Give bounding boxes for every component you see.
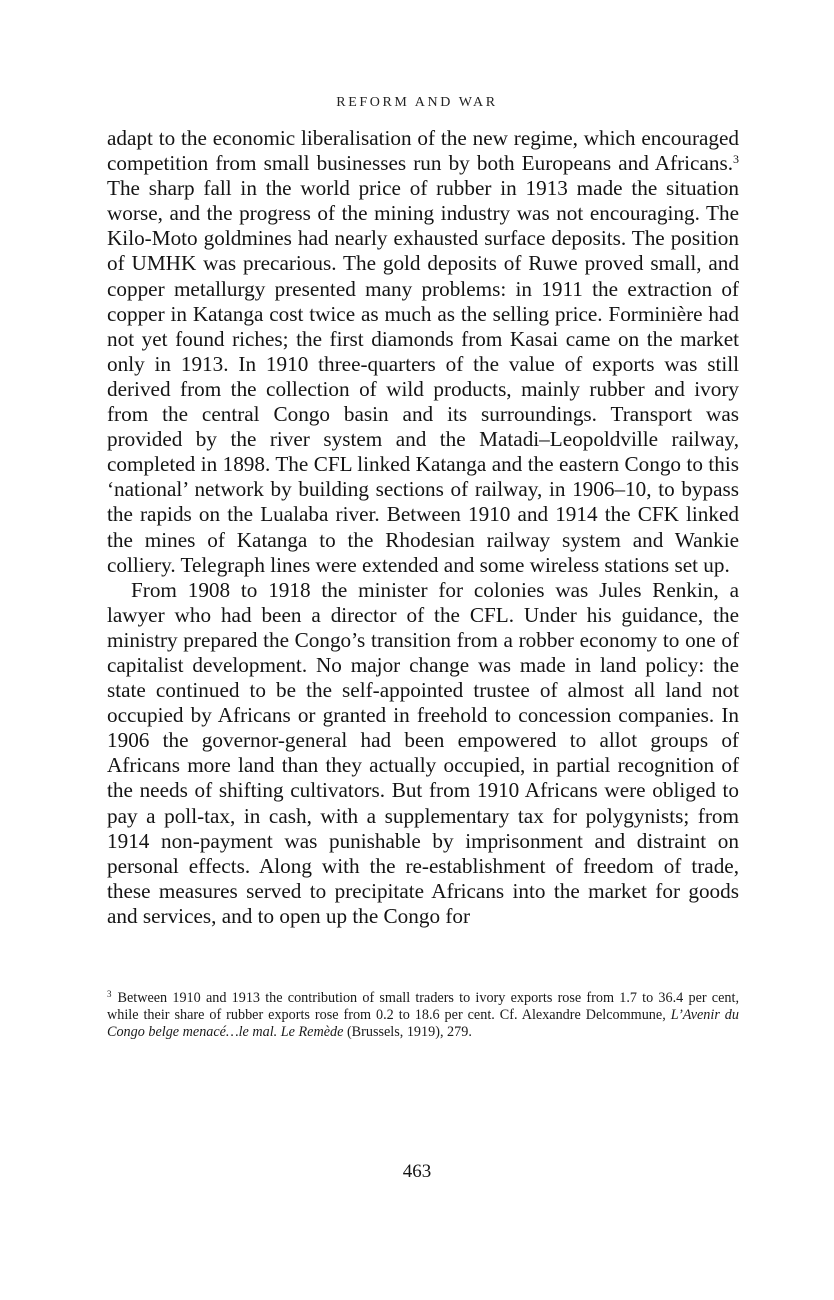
running-head: REFORM AND WAR [336,95,498,110]
main-text [107,126,739,929]
footnote-reference[interactable]: 3 [733,152,739,167]
page-number: 463 [402,1161,432,1182]
footnote-3 [107,990,739,1042]
footnote-text-b: (Brussels, 1919), 279. [343,1024,472,1041]
footnote-marker: 3 [107,989,112,999]
footnote-book-title: L’Avenir du Congo belge menacé…le mal. Le Remède [107,1007,739,1041]
paragraph-1 [107,126,739,578]
footnote-text-a: Between 1910 and 1913 the contribution of small traders to ivory exports rose from 1.7 to 36.4 per cent, while their share of rubber exports rose from 0.2 to 18.6 per cent. Cf. Alexandre Delcommune, [107,990,739,1024]
paragraph-1-text-b: The sharp fall in the world price of rubber in 1913 made the situation worse, and the progress of the mining industry was not encouraging. The Kilo-Moto goldmines had nearly exhausted surface deposits. The position of UMHK was precarious. The gold deposits of Ruwe proved small, and copper metallurgy presented many problems: in 1911 the extraction of copper in Katanga cost twice as much as the selling price. Forminière had not yet found riches; the first diamonds from Kasai came on the market only in 1913. In 1910 three-quarters of the value of exports was still derived from the collection of wild products, mainly rubber and ivory from the central Congo basin and its surroundings. Transport was provided by the river system and the Matadi–Leopoldville railway, completed in 1898. The CFL linked Katanga and the eastern Congo to this ‘national’ network by building sections of railway, in 1906–10, to bypass the rapids on the Lualaba river. Between 1910 and 1914 the CFK linked the mines of Katanga to the Rhodesian railway system and Wankie colliery. Telegraph lines were extended and some wireless stations set up. [107,176,739,577]
paragraph-2: From 1908 to 1918 the minister for colonies was Jules Renkin, a lawyer who had been a director of the CFL. Under his guidance, the ministry prepared the Congo’s transition from a robber economy to one of capitalist development. No major change was made in land policy: the state continued to be the self-appointed trustee of almost all land not occupied by Africans or granted in freehold to concession companies. In 1906 the governor-general had been empowered to allot groups of Africans more land than they actually occupied, in partial recognition of the needs of shifting cultivators. But from 1910 Africans were obliged to pay a poll-tax, in cash, with a supplementary tax for polygynists; from 1914 non-payment was punishable by imprisonment and distraint on personal effects. Along with the re-establishment of freedom of trade, these measures served to precipitate Africans into the market for goods and services, and to open up the Congo for [107,577,739,928]
footnotes [107,990,739,1042]
paragraph-1-text-a: adapt to the economic liberalisation of the new regime, which encouraged competition from small businesses run by both Europeans and Africans. [107,126,739,176]
